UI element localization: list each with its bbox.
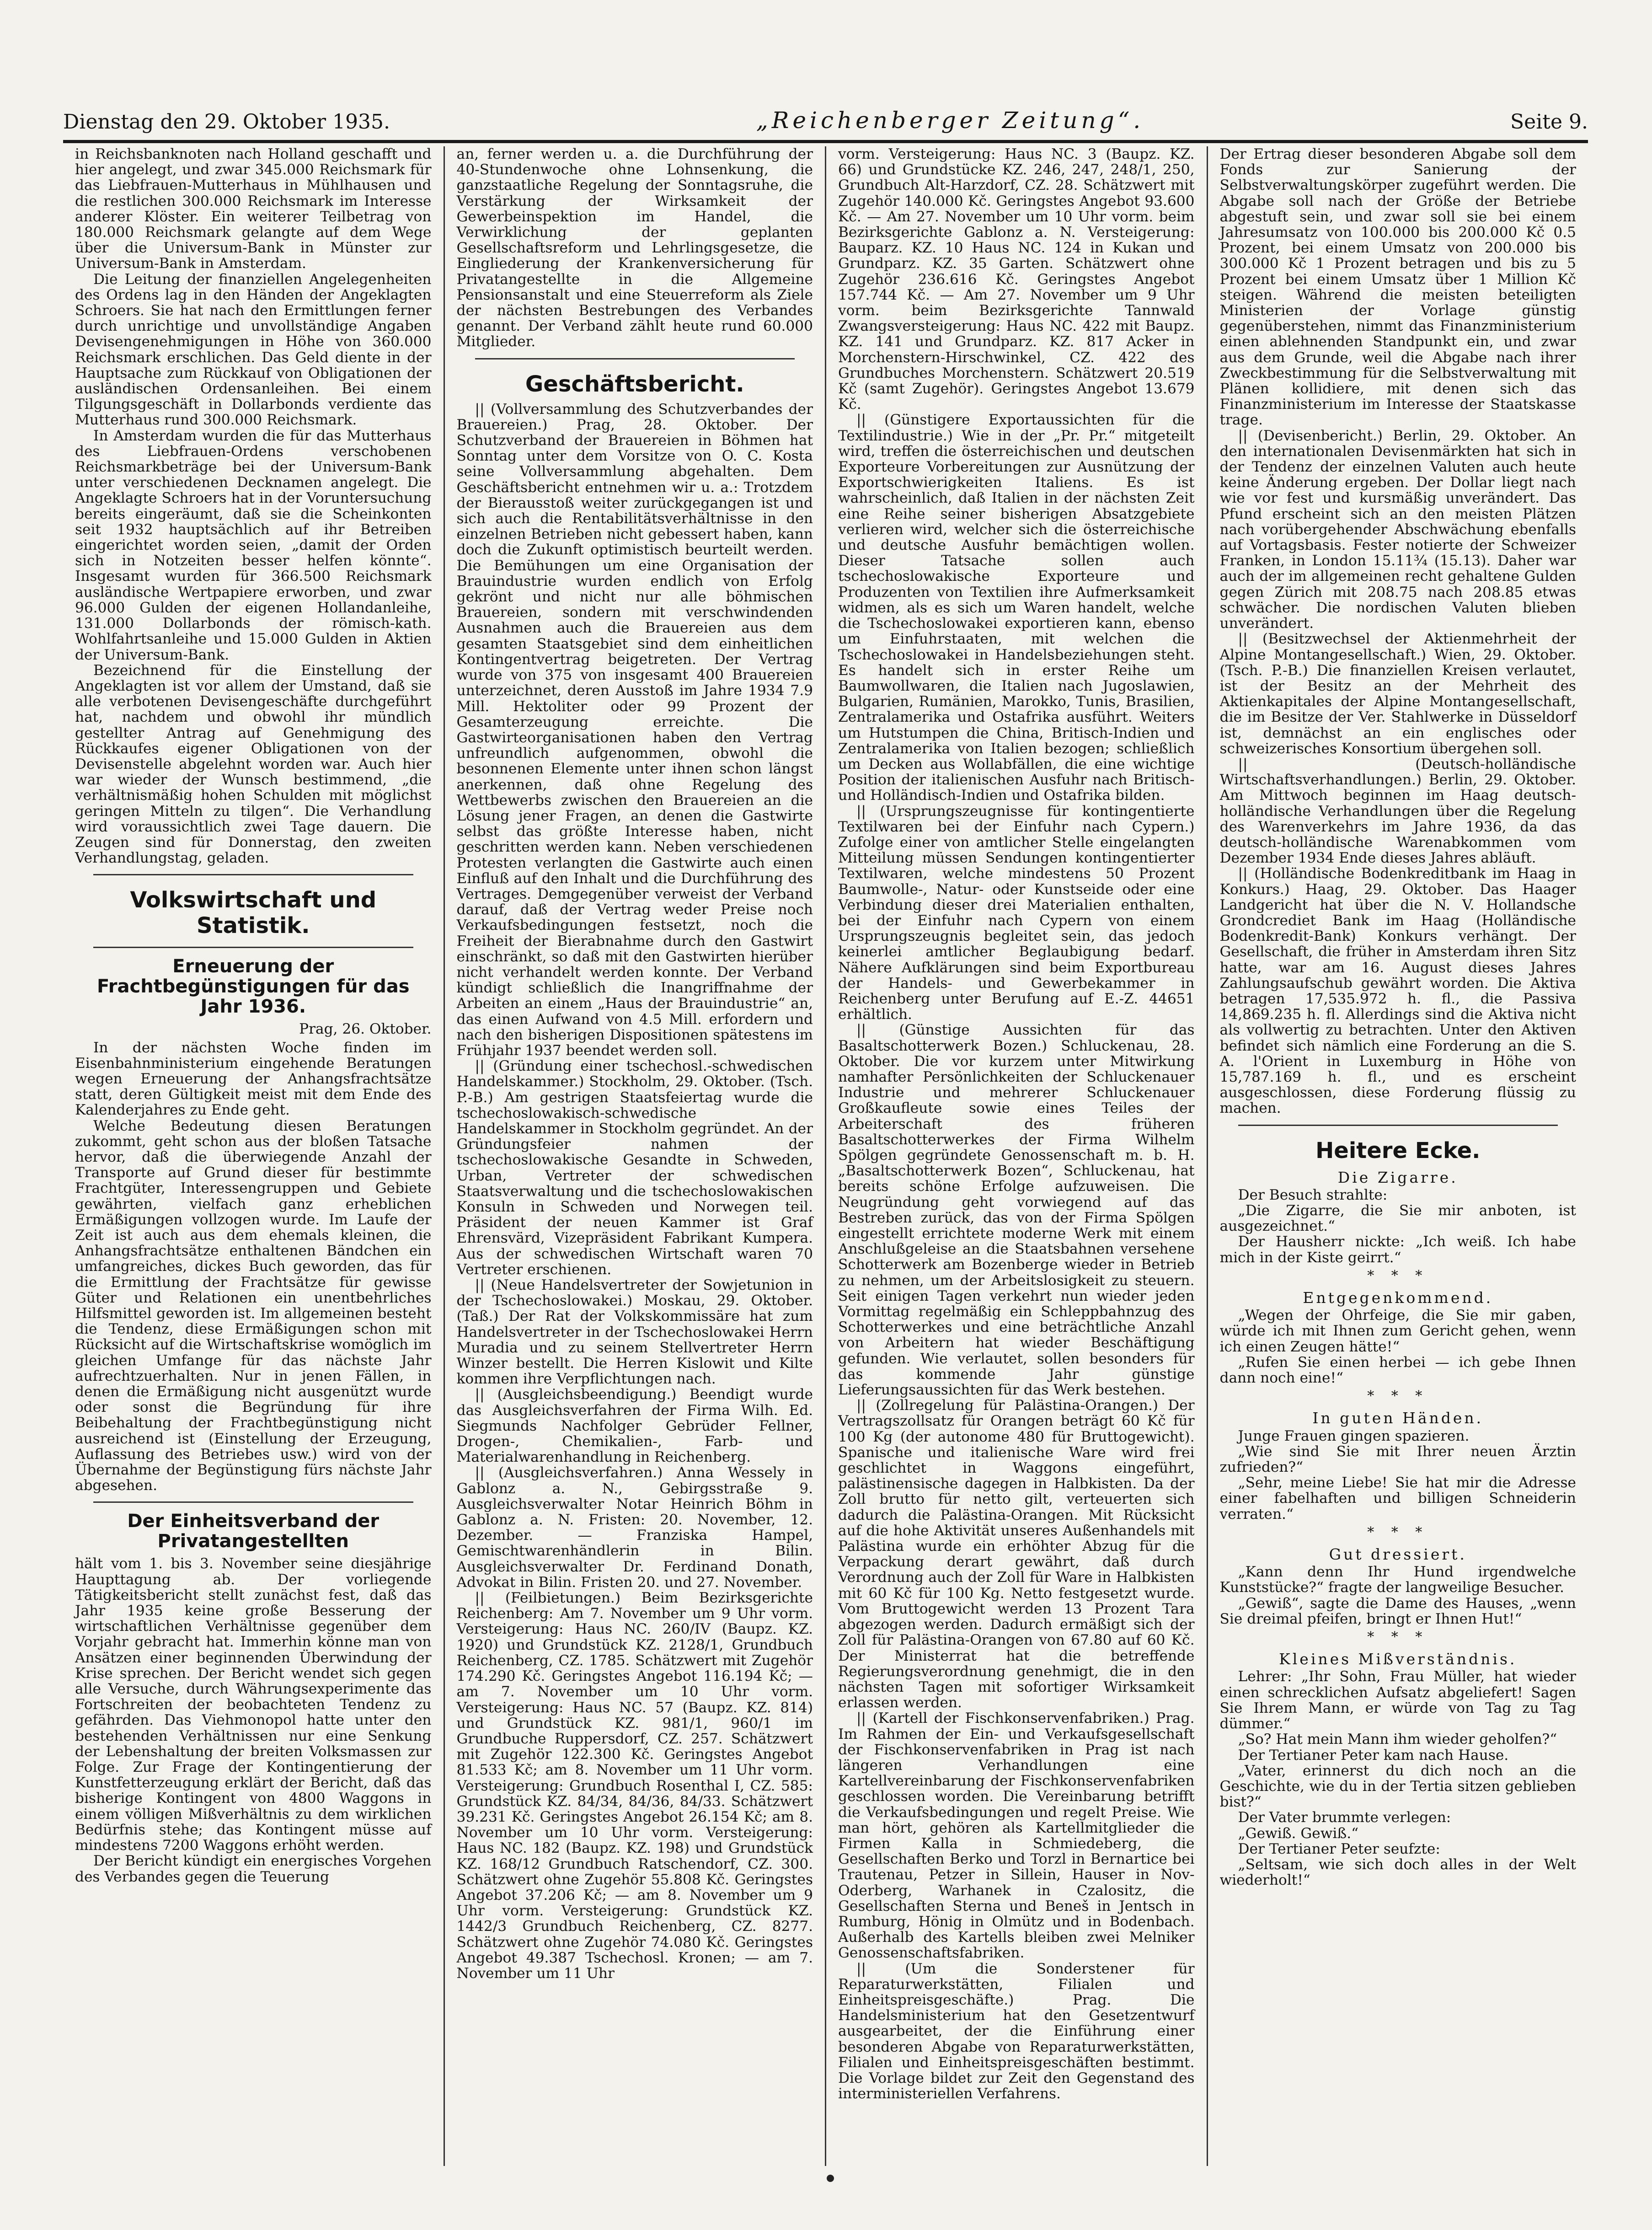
article-text: Bezeichnend für die Einstellung der Angeklagten ist vor allem der Umstand, daß sie alle verbotenen Devisengeschäfte durchgeführt hat, nachdem und obwohl ihr mündlich gestellter Antrag auf Genehmigung des Rückkaufes eigener Obligationen von der Devisenstelle abgelehnt worden war. Auch hier war wieder der Wunsch bestimmend, „die verhältnismäßig hohen Schulden mit möglichst geringen Mitteln zu tilgen“. Die Verhandlung wird voraussichtlich zwei Tage dauern. Die Zeugen sind für Donnerstag, den zweiten Verhandlungstag, geladen.	[75, 662, 432, 867]
joke-text: Lehrer: „Ihr Sohn, Frau Müller, hat wieder einen schrecklichen Aufsatz abgeliefert! Sagen Sie Ihrem Mann, er würde von Tag zu Tag dümmer.“	[1219, 1668, 1576, 1732]
section-heading: Geschäftsbericht.	[525, 371, 744, 397]
divider	[475, 358, 795, 359]
separator-stars: * * *	[1367, 1524, 1429, 1540]
joke-text: Der Besuch strahlte:	[1238, 1186, 1388, 1203]
article-text: || (Um die Sonderstener für Reparaturwerkstätten, Filialen und Einheitspreisgeschäfte.) Prag. Die Handelsministerium hat den Gesetzentwurf ausgearbeitet, der die Einführung einer besonderen Abgabe von Reparaturwerkstätten, Filialen und Einheitspreisgeschäften bestimmt. Die Vorlage bildet zur Zeit den Gegenstand des interministeriellen Verfahrens.	[838, 1960, 1195, 2102]
divider	[93, 1501, 413, 1503]
article-text: || (Ursprungszeugnisse für kontingentierte Textilwaren bei der Einfuhr nach Cypern.) Zufolge einer von amtlicher Stelle eingelangten Mitteilung müssen Sendungen kontingentierter Textilwaren, welche mindestens 50 Prozent Baumwolle-, Natur- oder Kunstseide oder eine Verbindung dieser drei Materialien enthalten, bei der Einfuhr nach Cypern von einem Ursprungszeugnis begleitet sein, das jedoch keinerlei amtlicher Beglaubigung bedarf. Nähere Aufklärungen sind beim Exportbureau der Handels- und Gewerbekammer in Reichenberg unter Berufung auf E.-Z. 44651 erhältlich.	[838, 803, 1195, 1023]
article-text: || (Feilbietungen.) Beim Bezirksgerichte Reichenberg: Am 7. November um 9 Uhr vorm. Versteigerung: Haus NC. 260/IV (Baupz. KZ. 1920) und Grundstück KZ. 2128/1, Grundbuch Reichenberg, CZ. 1785. Schätzwert mit Zugehör 174.290 Kč. Geringstes Angebot 116.194 Kč; — am 7. November um 10 Uhr vorm. Versteigerung: Haus NC. 57 (Baupz. KZ. 814) und Grundstück KZ. 981/1, 960/1 im Grundbuche Ruppersdorf, CZ. 257. Schätzwert mit Zugehör 122.300 Kč. Geringstes Angebot 81.533 Kč; am 8. November um 11 Uhr vorm. Versteigerung: Grundbuch Rosenthal I, CZ. 585: Grundstück KZ. 84/34, 84/36, 84/33. Schätzwert 39.231 Kč. Geringstes Angebot 26.154 Kč; am 8. November um 10 Uhr vorm. Versteigerung: Haus NC. 182 (Baupz. KZ. 198) und Grundstück KZ. 168/12 Grundbuch Ratschendorf, CZ. 300. Schätzwert ohne Zugehör 55.808 Kč. Geringstes Angebot 37.206 Kč; — am 8. November um 9 Uhr vorm. Versteigerung: Grundstück KZ. 1442/3 Grundbuch Reichenberg, CZ. 8277. Schätzwert ohne Zugehör 74.080 Kč. Geringstes Angebot 49.387 Tschechosl. Kronen; — am 7. November um 11 Uhr	[456, 1590, 813, 1982]
joke-text: „Sehr, meine Liebe! Sie hat mir die Adresse einer fabelhaften und billigen Schneiderin verraten.“	[1219, 1474, 1576, 1522]
article-text: || (Günstige Aussichten für das Basaltschotterwerk Bozen.) Schluckenau, 28. Oktober. Die vor kurzem unter Mitwirkung namhafter Persönlichkeiten der Schluckenauer Industrie und mehrerer Schluckenauer Großkaufleute sowie eines Teiles der Arbeiterschaft des früheren Basaltschotterwerkes der Firma Wilhelm Spölgen gegründete Genossenschaft m. b. H. „Basaltschotterwerk Bozen“, Schluckenau, hat bereits schöne Erfolge aufzuweisen. Die Neugründung geht vorwiegend auf das Bestreben zurück, das von der Firma Spölgen eingestellt errichtete moderne Werk mit einem Anschlußgeleise an die Staatsbahnen versehene Schotterwerk am Bozenberge wieder in Betrieb zu nehmen, um der Arbeitslosigkeit zu steuern. Seit einigen Tagen verkehrt nun wieder jeden Vormittag regelmäßig ein Schleppbahnzug des Schotterwerkes und eine beträchtliche Anzahl von Arbeitern hat wieder Beschäftigung gefunden. Wie verlautet, sollen besonders für das kommende Jahr günstige Lieferungsaussichten für das Werk bestehen.	[838, 1022, 1195, 1399]
article-text: || (Neue Handelsvertreter der Sowjetunion in der Tschechoslowakei.) Moskau, 29. Oktober. (Taß.) Der Rat der Volkskommissäre hat zum Handelsvertreter in der Tschechoslowakei Herrn Muradia und zu seinem Stellvertreter Herrn Winzer bestellt. Die Herren Kislowit und Kilte kommen ihre Verpflichtungen nach.	[456, 1277, 813, 1388]
joke-text: „Wie sind Sie mit Ihrer neuen Ärztin zufrieden?“	[1219, 1443, 1576, 1476]
joke-text: Der Hausherr nickte: „Ich weiß. Ich habe mich in der Kiste geirrt.“	[1219, 1233, 1576, 1266]
joke-title: In guten Händen.	[1312, 1409, 1484, 1427]
article-text: hält vom 1. bis 3. November seine diesjährige Haupttagung ab. Der vorliegende Tätigkeitsbericht stellt zunächst fest, daß das Jahr 1935 keine große Besserung der wirtschaftlichen Verhältnisse gegenüber dem Vorjahr gebracht hat. Immerhin könne man von Ansätzen einer beginnenden Überwindung der Krise sprechen. Der Bericht wendet sich gegen alle Versuche, durch Währungsexperimente das Fortschreiten der beobachteten Tendenz zu gefährden. Das Viehmonopol hatte unter den bestehenden Verhältnissen nur eine Senkung der Lebenshaltung der breiten Volksmassen zur Folge. Zur Frage der Kontingentierung der Kunstfetterzeugung erklärt der Bericht, daß das bisherige Kontingent von 4800 Waggons in einem völligen Mißverhältnis zu dem wirklichen Bedürfnis stehe; das Kontingent müsse auf mindestens 7200 Waggons erhöht werden.	[75, 1555, 432, 1854]
divider	[1238, 1125, 1558, 1126]
article-text: an, ferner werden u. a. die Durchführung der 40-Stundenwoche ohne Lohnsenkung, die ganzstaatliche Regelung der Sonntagsruhe, die Verstärkung der Wirksamkeit der Gewerbeinspektion im Handel, die Verwirklichung der geplanten Gesellschaftsreform und Lehrlingsgesetze, die Eingliederung der Krankenversicherung für Privatangestellte in die Allgemeine Pensionsanstalt und eine Steuerreform als Ziele der nächsten Bestrebungen des Verbandes genannt. Der Verband zählt heute rund 60.000 Mitglieder.	[456, 146, 813, 350]
joke-text: „Rufen Sie einen herbei — ich gebe Ihnen dann noch eine!“	[1219, 1354, 1576, 1387]
newspaper-title: „Reichenberger Zeitung“.	[756, 107, 1144, 134]
article-text: || (Kartell der Fischkonservenfabriken.) Prag. Im Rahmen der Ein- und Verkaufsgesellschaft der Fischkonservenfabriken in Prag ist nach längeren Verhandlungen eine Kartellvereinbarung der Fischkonservenfabriken geschlossen worden. Die Vereinbarung betrifft die Verkaufsbedingungen und regelt Preise. Wie man hört, gehören als Kartellmitglieder die Firmen Kalla in Schmiedeberg, die Gesellschaften Berko und Torzl in Bernartice bei Trautenau, Petzer in Sillein, Hauser in Nov-Oderberg, Warhanek in Czalositz, die Gesellschaften Sterna und Beneš in Jentsch in Rumburg, Hönig in Olmütz und in Bodenbach. Außerhalb des Kartells bleiben zwei Melniker Genossenschaftsfabriken.	[838, 1710, 1195, 1962]
separator-stars: * * *	[1367, 1388, 1429, 1404]
article-text: || (Ausgleichsverfahren.) Anna Wessely in Gablonz a. N., Gebirgsstraße 9. Ausgleichsverwalter Notar Heinrich Böhm in Gablonz a. N. Fristen: 20. November, 12. Dezember. — Franziska Hampel, Gemischtwarenhändlerin in Bilin. Ausgleichsverwalter Dr. Ferdinand Donath, Advokat in Bilin. Fristen 20. und 27. November.	[456, 1464, 813, 1591]
article-text: Welche Bedeutung diesen Beratungen zukommt, geht schon aus der bloßen Tatsache hervor, daß die überwiegende Anzahl der Transporte auf Grund dieser für bestimmte Frachtgüter, Interessengruppen und Gebiete gewährten, vielfach ganz erheblichen Ermäßigungen vollzogen wurde. Im Laufe der Zeit ist auch aus dem ehemals kleinen, die Anhangsfrachtsätze enthaltenen Bändchen ein umfangreiches, dickes Buch geworden, das für die Ermittlung der Frachtsätze für gewisse Güter und Relationen ein unentbehrliches Hilfsmittel geworden ist. Im allgemeinen besteht die Tendenz, diese Ermäßigungen schon mit Rücksicht auf die Wirtschaftskrise womöglich im gleichen Umfange für das nächste Jahr aufrechtzuerhalten. Nur in jenen Fällen, in denen die Ermäßigung nicht ausgenützt wurde oder sonst die Begründung für ihre Beibehaltung der Frachtbegünstigung nicht ausreichend ist (Einstellung der Erzeugung, Auflassung des Betriebes usw.) wird von der Übernahme der Begünstigung fürs nächste Jahr abgesehen.	[75, 1117, 432, 1494]
joke-text: Der Tertianer Peter kam nach Hause.	[1238, 1747, 1509, 1764]
article-heading: Erneuerung der Frachtbegünstigungen für das Jahr 1936.	[97, 956, 410, 1018]
article-text: Der Bericht kündigt ein energisches Vorgehen des Verbandes gegen die Teuerung	[75, 1853, 432, 1885]
joke-title: Entgegenkommend.	[1303, 1289, 1493, 1307]
joke-text: „Seltsam, wie sich doch alles in der Welt wiederholt!“	[1219, 1856, 1576, 1889]
column-4	[1207, 146, 1588, 2166]
punch-hole-dot	[827, 2175, 834, 2182]
column-3	[825, 146, 1207, 2166]
joke-text: „Vater, erinnerst du dich noch an die Geschichte, wie du in der Tertia sitzen geblieben bist?“	[1219, 1762, 1576, 1811]
joke-text: „Die Zigarre, die Sie mir anboten, ist ausgezeichnet.“	[1219, 1202, 1576, 1235]
section-heading: Heitere Ecke.	[1315, 1137, 1481, 1163]
article-text: In der nächsten Woche finden im Eisenbahnministerium eingehende Beratungen wegen Erneuerung der Anhangsfrachtsätze statt, deren Gültigkeit meist mit dem Ende des Kalenderjahres zu Ende geht.	[75, 1039, 432, 1119]
divider	[93, 947, 413, 948]
article-text: || (Devisenbericht.) Berlin, 29. Oktober. An den internationalen Devisenmärkten hat sich in der Tendenz der einzelnen Valuten auch heute keine Änderung ergeben. Der Dollar liegt nach wie vor fest und kursmäßig unverändert. Das Pfund erscheint sich an den meisten Plätzen nach vorübergehender Abschwächung ebenfalls auf Vortagsbasis. Fester notierte der Schweizer Franken, in London 15.11¾ (15.13). Daher war auch der im allgemeinen recht gehaltene Gulden gegen Zürich mit 208.75 nach 208.85 etwas schwächer. Die nordischen Valuten blieben unverändert.	[1219, 427, 1576, 632]
joke-text: „Gewiß“, sagte die Dame des Hauses, „wenn Sie dreimal pfeifen, bringt er Ihnen Hut!“	[1219, 1595, 1576, 1627]
column-2	[444, 146, 825, 2166]
article-text: vorm. Versteigerung: Haus NC. 3 (Baupz. KZ. 66) und Grundstücke KZ. 246, 247, 248/1, 250, Grundbuch Alt-Harzdorf, CZ. 28. Schätzwert mit Zugehör 140.000 Kč. Geringstes Angebot 93.600 Kč. — Am 27. November um 10 Uhr vorm. beim Bezirksgerichte Gablonz a. N. Versteigerung: Bauparz. KZ. 10 Haus NC. 124 in Kukan und Grundparz. KZ. 35 Garten. Schätzwert ohne Zugehör 236.616 Kč. Geringstes Angebot 157.744 Kč. — Am 27. November um 9 Uhr vorm. beim Bezirksgerichte Tannwald Zwangsversteigerung: Haus NC. 422 mit Baupz. KZ. 141 und Grundparz. KZ. 817 Acker in Morchenstern-Hirschwinkel, CZ. 422 des Grundbuches Morchenstern. Schätzwert 20.519 Kč (samt Zugehör). Geringstes Angebot 13.679 Kč.	[838, 146, 1195, 413]
joke-title: Gut dressiert.	[1329, 1545, 1467, 1564]
joke-title: Die Zigarre.	[1337, 1168, 1458, 1186]
separator-stars: * * *	[1367, 1629, 1429, 1646]
article-heading: Der Einheitsverband der Privatangestellten	[127, 1511, 380, 1552]
joke-text: „So? Hat mein Mann ihm wieder geholfen?“	[1238, 1731, 1557, 1748]
section-heading: Volkswirtschaft und Statistik.	[130, 887, 377, 939]
column-1	[63, 146, 444, 2166]
article-text: || (Holländische Bodenkreditbank im Haag in Konkurs.) Haag, 29. Oktober. Das Haager Landgericht hat über die N. V. Hollandsche Grondcrediet Bank im Haag (Holländische Bodenkredit-Bank) Konkurs verhängt. Der Gesellschaft, die früher in Amsterdam ihren Sitz hatte, war am 16. August dieses Jahres Zahlungsaufschub gewährt worden. Die Aktiva betragen 17,535.972 h. fl., die Passiva 14,869.235 h. fl. Allerdings sind die Aktiva nicht als vollwertig zu betrachten. Unter den Aktiven befindet sich nämlich eine Forderung an die S. A. l'Orient in Luxemburg in Höhe von 15,787.169 h. fl., und es erscheint ausgeschlossen, diese Forderung flüssig zu machen.	[1219, 865, 1576, 1117]
joke-text: „Wegen der Ohrfeige, die Sie mir gaben, würde ich mit Ihnen zum Gericht gehen, wenn ich einen Zeugen hätte!“	[1219, 1307, 1576, 1355]
joke-title: Kleines Mißverständnis.	[1279, 1650, 1517, 1668]
header-date: Dienstag den 29. Oktober 1935.	[63, 110, 390, 134]
article-text: || (Ausgleichsbeendigung.) Beendigt wurde das Ausgleichsverfahren der Firma Wilh. Ed. Siegmunds Nachfolger Gebrüder Fellner, Drogen-, Chemikalien-, Farb- und Materialwarenhandlung in Reichenberg.	[456, 1386, 813, 1466]
article-text: || (Deutsch-holländische Wirtschaftsverhandlungen.) Berlin, 29. Oktober. Am Mittwoch beginnen im Haag deutsch-holländische Verhandlungen über die Regelung des Warenverkehrs im Jahre 1936, da das deutsch-holländische Warenabkommen vom Dezember 1934 Ende dieses Jahres abläuft.	[1219, 756, 1576, 867]
article-text: || (Zollregelung für Palästina-Orangen.) Der Vertragszollsatz für Orangen beträgt 60 Kč für 100 Kg (der autonome 480 für Bruttogewicht). Spanische und italienische Ware wird frei geschlichtet in Waggons eingeführt, palästinensische dagegen in Halbkisten. Da der Zoll brutto für netto gilt, verteuerten sich dadurch die Palästina-Orangen. Mit Rücksicht auf die hohe Aktivität unseres Außenhandels mit Palästina wurde ein erhöhter Abzug für die Verpackung derart gewährt, daß durch Verordnung auch der Zoll für Ware in Halbkisten mit 60 Kč für 100 Kg. Netto festgesetzt wurde. Vom Bruttogewicht werden 13 Prozent Tara abgezogen werden. Dadurch ermäßigt sich der Zoll für Palästina-Orangen von 67.80 auf 60 Kč. Der Ministerrat hat die betreffende Regierungsverordnung genehmigt, die in den nächsten Tagen mit sofortiger Wirksamkeit erlassen werden.	[838, 1397, 1195, 1711]
article-text: Der Ertrag dieser besonderen Abgabe soll dem Fonds zur Sanierung der Selbstverwaltungskörper zugeführt werden. Die Abgabe soll nach der Größe der Betriebe abgestuft sein, und zwar soll sie bei einem Jahresumsatz von 100.000 bis 200.000 Kč 0.5 Prozent, bei einem Umsatz von 200.000 bis 300.000 Kč 1 Prozent betragen und bis zu 5 Prozent bei einem Umsatz über 1 Million Kč steigen. Während die meisten beteiligten Ministerien der Vorlage günstig gegenüberstehen, nimmt das Finanzministerium einen ablehnenden Standpunkt ein, und zwar aus dem Grunde, weil die Abgabe nach ihrer Zweckbestimmung für die Selbstverwaltung mit Plänen kollidiere, mit denen sich das Finanzministerium im Interesse der Staatskasse trage.	[1219, 146, 1576, 429]
dateline: Prag, 26. Oktober.	[299, 1021, 432, 1038]
article-text: Die Leitung der finanziellen Angelegenheiten des Ordens lag in den Händen der Angeklagten Schroers. Sie hat nach den Ermittlungen ferner durch unrichtige und unvollständige Angaben Devisengenehmigungen in Höhe von 360.000 Reichsmark erschlichen. Das Geld diente in der Hauptsache zum Rückkauf von Obligationen der ausländischen Ordensanleihen. Bei einem Tilgungsgeschäft in Dollarbonds verdiente das Mutterhaus rund 300.000 Reichsmark.	[75, 271, 432, 429]
article-text: In Amsterdam wurden die für das Mutterhaus des Liebfrauen-Ordens verschobenen Reichsmarkbeträge bei der Universum-Bank unter verschiedenen Decknamen angelegt. Die Angeklagte Schroers hat in der Voruntersuchung bereits eingeräumt, daß sie die Scheinkonten seit 1932 hauptsächlich auf ihr Betreiben eingerichtet worden seien, „damit der Orden sich in Notzeiten besser helfen könnte“. Insgesamt wurden für 366.500 Reichsmark ausländische Wertpapiere erworben, und zwar 96.000 Gulden der eigenen Hollandanleihe, 131.000 Dollarbonds der römisch-kath. Wohlfahrtsanleihe und 15.000 Gulden in Aktien der Universum-Bank.	[75, 427, 432, 663]
article-text: || (Gründung einer tschechosl.-schwedischen Handelskammer.) Stockholm, 29. Oktober. (Tsch. P.-B.) Am gestrigen Staatsfeiertag wurde die tschechoslowakisch-schwedische Handelskammer in Stockholm gegründet. An der Gründungsfeier nahmen der tschechoslowakische Gesandte in Schweden, Urban, Vertreter der schwedischen Staatsverwaltung und die tschechoslowakischen Konsuln in Schweden und Norwegen teil. Präsident der neuen Kammer ist Graf Ehrensvärd, Vizepräsident Fabrikant Kumpera. Aus der schwedischen Wirtschaft waren 70 Vertreter erschienen.	[456, 1058, 813, 1278]
divider	[93, 874, 413, 875]
joke-text: „Kann denn Ihr Hund irgendwelche Kunststücke?“ fragte der langweilige Besucher.	[1219, 1564, 1576, 1596]
joke-text: Der Vater brummte verlegen:	[1238, 1809, 1451, 1826]
joke-text: „Gewiß. Gewiß.“	[1238, 1825, 1359, 1842]
page-number: Seite 9.	[1510, 110, 1588, 134]
separator-stars: * * *	[1367, 1267, 1429, 1284]
article-text: in Reichsbanknoten nach Holland geschafft und hier angelegt, und zwar 345.000 Reichsmark für das Liebfrauen-Mutterhaus in Mühlhausen und die restlichen 300.000 Reichsmark im Interesse anderer Klöster. Ein weiterer Teilbetrag von 180.000 Reichsmark gelangte auf dem Wege über die Universum-Bank in Münster zur Universum-Bank in Amsterdam.	[75, 146, 432, 272]
joke-text: Der Tertianer Peter seufzte:	[1238, 1840, 1440, 1857]
joke-text: Junge Frauen gingen spazieren.	[1238, 1427, 1470, 1444]
article-text: || (Besitzwechsel der Aktienmehrheit der Alpine Montangesellschaft.) Wien, 29. Oktober. (Tsch. P.-B.) Die finanziellen Kreisen verlautet, ist der Besitz an der Mehrheit des Aktienkapitales der Alpine Montangesellschaft, die im Besitze der Ver. Stahlwerke in Düsseldorf ist, demnächst an ein englisches oder schweizerisches Konsortium übergehen soll.	[1219, 631, 1576, 757]
article-text: || (Vollversammlung des Schutzverbandes der Brauereien.) Prag, 28. Oktober. Der Schutzverband der Brauereien in Böhmen hat Sonntag unter dem Vorsitze von O. C. Kosta seine Vollversammlung abgehalten. Dem Geschäftsbericht entnehmen wir u. a.: Trotzdem der Bierausstoß weiter zurückgegangen ist und sich auch die Rentabilitätsverhältnisse in den einzelnen Betrieben nicht gebessert haben, kann doch die Zukunft optimistisch beurteilt werden. Die Bemühungen um eine Organisation der Brauindustrie wurden endlich von Erfolg gekrönt und nicht nur alle böhmischen Brauereien, sondern mit verschwindenden Ausnahmen auch die Brauereien aus dem gesamten Staatsgebiet sind dem einheitlichen Kontingentvertrag beigetreten. Der Vertrag wurde von 375 von insgesamt 400 Brauereien unterzeichnet, deren Ausstoß im Jahre 1934 7.9 Mill. Hektoliter oder 99 Prozent der Gesamterzeugung erreichte. Die Gastwirteorganisationen haben den Vertrag unfreundlich aufgenommen, obwohl die besonnenen Elemente unter ihnen schon längst anerkennen, daß ohne Regelung des Wettbewerbs zwischen den Brauereien an die Lösung jener Fragen, an denen die Gastwirte selbst das größte Interesse haben, nicht geschritten werden kann. Neben verschiedenen Protesten verlangten die Gastwirte auch einen Einfluß auf den Inhalt und die Durchführung des Vertrages. Demgegenüber verweist der Verband darauf, daß der Vertrag weder Preise noch Verkaufsbedingungen festsetzt, noch die Freiheit der Bierabnahme durch den Gastwirt einschränkt, so daß mit den Gastwirten hierüber nicht verhandelt werden konnte. Der Verband kündigt schließlich die Inangriffnahme der Arbeiten an einem „Haus der Brauindustrie“ an, das einen Aufwand von 4.5 Mill. erfordern und nach den bisherigen Dispositionen spätestens im Frühjahr 1937 beendet werden soll.	[456, 401, 813, 1059]
columns	[63, 146, 1588, 2166]
page-header	[63, 97, 1588, 143]
article-text: || (Günstigere Exportaussichten für die Textilindustrie.) Wie in der „Pr. Pr.“ mitgeteilt wird, treffen die österreichischen und deutschen Exporteure Vorbereitungen zur Ausnützung der Exportschwierigkeiten Italiens. Es ist wahrscheinlich, daß Italien in der nächsten Zeit eine Reihe seiner bisherigen Absatzgebiete verlieren wird, welcher sich die österreichische und deutsche Ausfuhr bemächtigen wollen. Dieser Tatsache sollen auch tschechoslowakische Exporteure und Produzenten von Textilien ihre Aufmerksamkeit widmen, als es sich um Waren handelt, welche die Tschechoslowakei exportieren kann, ebenso um Einfuhrstaaten, mit welchen die Tschechoslowakei in Handelsbeziehungen steht. Es handelt sich in erster Reihe um Baumwollwaren, die Italien nach Jugoslawien, Bulgarien, Rumänien, Marokko, Tunis, Brasilien, Zentralamerika und Ostafrika ausführt. Weiters um Hutstumpen die China, Britisch-Indien und Zentralamerika von Italien bezogen; schließlich um Decken aus Wollabfällen, die eine wichtige Position der italienischen Ausfuhr nach Britisch- und Holländisch-Indien und Ostafrika bilden.	[838, 412, 1195, 804]
